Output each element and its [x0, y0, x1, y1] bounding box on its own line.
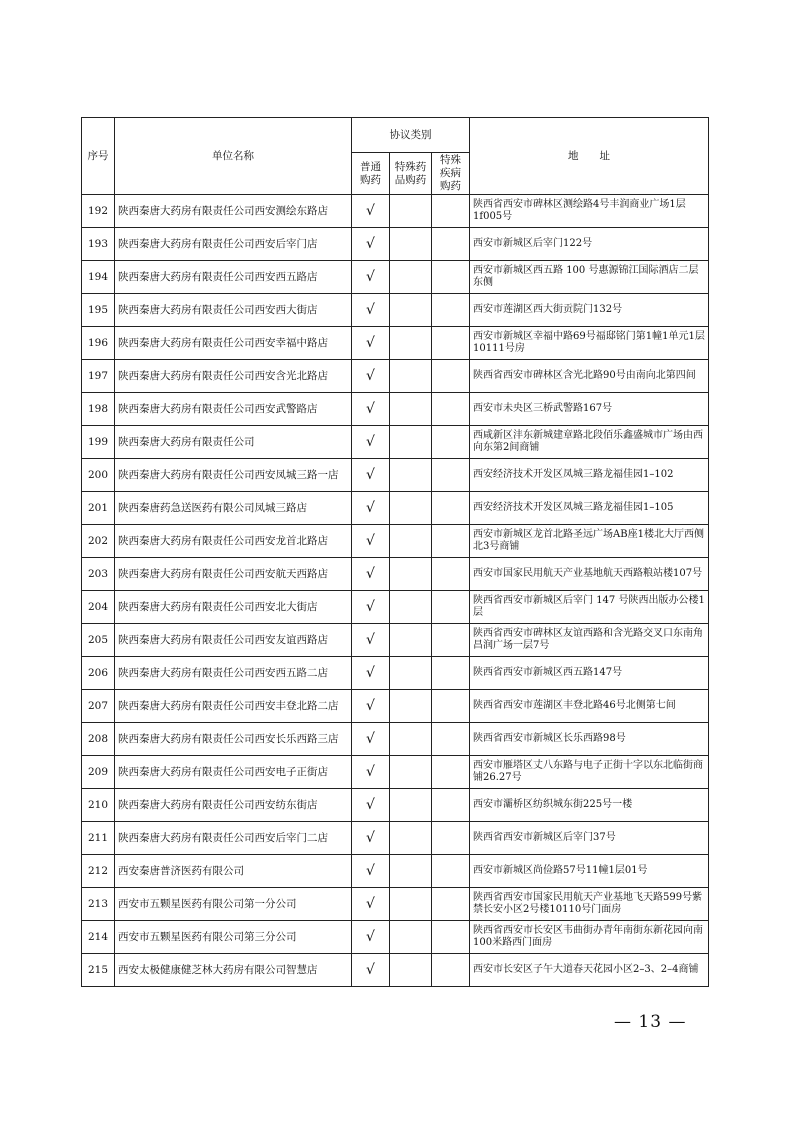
row-special-disease-check — [432, 195, 470, 228]
row-name: 陕西秦唐大药房有限责任公司西安龙首北路店 — [115, 525, 352, 558]
row-address: 陕西省西安市莲湖区丰登北路46号北侧第七间 — [470, 690, 709, 723]
row-special-disease-check — [432, 327, 470, 360]
row-general-check: √ — [352, 723, 390, 756]
row-address: 陕西省西安市新城区后宰门 147 号陕西出版办公楼1层 — [470, 591, 709, 624]
table-row — [82, 822, 709, 855]
row-special-drug-check — [390, 657, 432, 690]
row-special-drug-check — [390, 525, 432, 558]
table-row — [82, 228, 709, 261]
row-special-disease-check — [432, 558, 470, 591]
row-special-drug-check — [390, 756, 432, 789]
row-address: 西安市新城区龙首北路圣远广场AB座1楼北大厅西侧北3号商铺 — [470, 525, 709, 558]
table-row — [82, 426, 709, 459]
row-address: 陕西省西安市新城区西五路147号 — [470, 657, 709, 690]
row-name: 陕西秦唐大药房有限责任公司西安测绘东路店 — [115, 195, 352, 228]
row-special-disease-check — [432, 723, 470, 756]
row-special-disease-check — [432, 657, 470, 690]
row-general-check: √ — [352, 294, 390, 327]
table-row — [82, 855, 709, 888]
row-seq: 209 — [82, 756, 115, 789]
row-general-check: √ — [352, 591, 390, 624]
row-name: 陕西秦唐大药房有限责任公司西安武警路店 — [115, 393, 352, 426]
row-address: 西安市灞桥区纺织城东街225号一楼 — [470, 789, 709, 822]
row-special-disease-check — [432, 921, 470, 954]
row-general-check: √ — [352, 624, 390, 657]
table-row — [82, 888, 709, 921]
row-special-drug-check — [390, 492, 432, 525]
table-row — [82, 921, 709, 954]
header-name: 单位名称 — [115, 118, 352, 195]
row-special-disease-check — [432, 591, 470, 624]
row-special-drug-check — [390, 261, 432, 294]
row-special-drug-check — [390, 558, 432, 591]
table-row — [82, 954, 709, 987]
header-general: 普通购药 — [352, 153, 390, 195]
row-address: 西安经济技术开发区凤城三路龙福佳园1–102 — [470, 459, 709, 492]
table-row — [82, 624, 709, 657]
row-seq: 205 — [82, 624, 115, 657]
header-address: 地 址 — [470, 118, 709, 195]
row-special-drug-check — [390, 360, 432, 393]
row-seq: 202 — [82, 525, 115, 558]
row-special-drug-check — [390, 327, 432, 360]
row-special-drug-check — [390, 888, 432, 921]
row-general-check: √ — [352, 327, 390, 360]
row-address: 西安市长安区子午大道春天花园小区2–3、2–4商铺 — [470, 954, 709, 987]
row-address: 西安市雁塔区丈八东路与电子正街十字以东北临街商铺26.27号 — [470, 756, 709, 789]
row-special-drug-check — [390, 690, 432, 723]
row-special-drug-check — [390, 195, 432, 228]
row-address: 西安市新城区后宰门122号 — [470, 228, 709, 261]
row-address: 西安市新城区尚俭路57号11幢1层01号 — [470, 855, 709, 888]
row-special-drug-check — [390, 855, 432, 888]
row-address: 陕西省西安市碑林区含光北路90号由南向北第四间 — [470, 360, 709, 393]
row-address: 西安市国家民用航天产业基地航天西路粮站楼107号 — [470, 558, 709, 591]
table-row — [82, 690, 709, 723]
row-seq: 201 — [82, 492, 115, 525]
row-name: 陕西秦唐大药房有限责任公司西安友谊西路店 — [115, 624, 352, 657]
row-name: 陕西秦唐大药房有限责任公司西安后宰门店 — [115, 228, 352, 261]
row-seq: 196 — [82, 327, 115, 360]
row-special-disease-check — [432, 360, 470, 393]
row-special-disease-check — [432, 492, 470, 525]
row-special-disease-check — [432, 954, 470, 987]
table-row — [82, 492, 709, 525]
row-special-drug-check — [390, 954, 432, 987]
row-general-check: √ — [352, 921, 390, 954]
row-address: 西安市新城区幸福中路69号福邸铭门第1幢1单元1层10111号房 — [470, 327, 709, 360]
row-name: 西安市五颗星医药有限公司第三分公司 — [115, 921, 352, 954]
row-name: 陕西秦唐大药房有限责任公司西安西五路店 — [115, 261, 352, 294]
row-seq: 212 — [82, 855, 115, 888]
row-address: 陕西省西安市新城区长乐西路98号 — [470, 723, 709, 756]
row-special-disease-check — [432, 789, 470, 822]
row-special-drug-check — [390, 459, 432, 492]
row-seq: 211 — [82, 822, 115, 855]
row-name: 陕西秦唐药急送医药有限公司凤城三路店 — [115, 492, 352, 525]
row-name: 陕西秦唐大药房有限责任公司西安西大街店 — [115, 294, 352, 327]
row-special-disease-check — [432, 459, 470, 492]
row-general-check: √ — [352, 657, 390, 690]
row-general-check: √ — [352, 426, 390, 459]
row-name: 陕西秦唐大药房有限责任公司西安凤城三路一店 — [115, 459, 352, 492]
page-number: — 13 — — [614, 1012, 687, 1032]
row-name: 陕西秦唐大药房有限责任公司西安西五路二店 — [115, 657, 352, 690]
table-header — [82, 118, 709, 195]
row-name: 陕西秦唐大药房有限责任公司西安北大街店 — [115, 591, 352, 624]
table-row — [82, 723, 709, 756]
row-seq: 195 — [82, 294, 115, 327]
table-row — [82, 756, 709, 789]
row-address: 西安经济技术开发区凤城三路龙福佳园1–105 — [470, 492, 709, 525]
row-special-drug-check — [390, 822, 432, 855]
table-row — [82, 459, 709, 492]
table-row — [82, 195, 709, 228]
row-seq: 193 — [82, 228, 115, 261]
table-row — [82, 360, 709, 393]
row-special-disease-check — [432, 855, 470, 888]
row-name: 陕西秦唐大药房有限责任公司西安长乐西路三店 — [115, 723, 352, 756]
row-special-drug-check — [390, 789, 432, 822]
row-address: 陕西省西安市新城区后宰门37号 — [470, 822, 709, 855]
row-special-disease-check — [432, 624, 470, 657]
table-row — [82, 558, 709, 591]
row-special-disease-check — [432, 888, 470, 921]
row-general-check: √ — [352, 756, 390, 789]
row-special-drug-check — [390, 426, 432, 459]
row-special-disease-check — [432, 756, 470, 789]
row-seq: 198 — [82, 393, 115, 426]
row-general-check: √ — [352, 954, 390, 987]
row-general-check: √ — [352, 822, 390, 855]
row-special-disease-check — [432, 525, 470, 558]
row-general-check: √ — [352, 459, 390, 492]
row-general-check: √ — [352, 855, 390, 888]
row-general-check: √ — [352, 228, 390, 261]
row-seq: 208 — [82, 723, 115, 756]
row-name: 陕西秦唐大药房有限责任公司西安丰登北路二店 — [115, 690, 352, 723]
table-row — [82, 393, 709, 426]
row-special-drug-check — [390, 393, 432, 426]
row-general-check: √ — [352, 261, 390, 294]
row-special-disease-check — [432, 261, 470, 294]
row-name: 陕西秦唐大药房有限责任公司西安含光北路店 — [115, 360, 352, 393]
row-name: 陕西秦唐大药房有限责任公司西安纺东街店 — [115, 789, 352, 822]
row-name: 陕西秦唐大药房有限责任公司西安幸福中路店 — [115, 327, 352, 360]
row-general-check: √ — [352, 789, 390, 822]
row-address: 陕西省西安市碑林区测绘路4号丰润商业广场1层1f005号 — [470, 195, 709, 228]
row-address: 陕西省西安市国家民用航天产业基地飞天路599号紫禁长安小区2号楼10110号门面房 — [470, 888, 709, 921]
row-special-drug-check — [390, 921, 432, 954]
row-general-check: √ — [352, 492, 390, 525]
row-special-drug-check — [390, 294, 432, 327]
header-category: 协议类别 — [352, 118, 470, 153]
row-address: 西咸新区沣东新城建章路北段佰乐鑫盛城市广场由西向东第2间商铺 — [470, 426, 709, 459]
row-seq: 206 — [82, 657, 115, 690]
row-special-drug-check — [390, 624, 432, 657]
row-general-check: √ — [352, 393, 390, 426]
row-special-disease-check — [432, 228, 470, 261]
row-special-drug-check — [390, 228, 432, 261]
row-seq: 199 — [82, 426, 115, 459]
row-name: 西安秦唐普济医药有限公司 — [115, 855, 352, 888]
row-name: 陕西秦唐大药房有限责任公司西安航天西路店 — [115, 558, 352, 591]
table-row — [82, 789, 709, 822]
table-row — [82, 525, 709, 558]
row-general-check: √ — [352, 690, 390, 723]
row-general-check: √ — [352, 525, 390, 558]
header-seq: 序号 — [82, 118, 115, 195]
table-row — [82, 294, 709, 327]
row-seq: 207 — [82, 690, 115, 723]
row-special-disease-check — [432, 822, 470, 855]
row-seq: 194 — [82, 261, 115, 294]
row-special-disease-check — [432, 426, 470, 459]
row-seq: 210 — [82, 789, 115, 822]
row-name: 西安市五颗星医药有限公司第一分公司 — [115, 888, 352, 921]
table-row — [82, 657, 709, 690]
table-body — [82, 195, 709, 987]
row-name: 陕西秦唐大药房有限责任公司西安后宰门二店 — [115, 822, 352, 855]
table-row — [82, 327, 709, 360]
header-special-drug: 特殊药品购药 — [390, 153, 432, 195]
row-seq: 203 — [82, 558, 115, 591]
row-name: 陕西秦唐大药房有限责任公司 — [115, 426, 352, 459]
row-seq: 214 — [82, 921, 115, 954]
row-name: 陕西秦唐大药房有限责任公司西安电子正街店 — [115, 756, 352, 789]
row-address: 西安市新城区西五路 100 号惠源锦江国际酒店二层东侧 — [470, 261, 709, 294]
row-seq: 192 — [82, 195, 115, 228]
table-row — [82, 261, 709, 294]
row-seq: 200 — [82, 459, 115, 492]
row-address: 陕西省西安市碑林区友谊西路和含光路交叉口东南角昌润广场一层7号 — [470, 624, 709, 657]
row-address: 陕西省西安市长安区韦曲街办青年南街东新花园向南100米路西门面房 — [470, 921, 709, 954]
pharmacy-table — [81, 117, 709, 987]
table-row — [82, 591, 709, 624]
row-name: 西安太极健康健芝林大药房有限公司智慧店 — [115, 954, 352, 987]
row-address: 西安市未央区三桥武警路167号 — [470, 393, 709, 426]
row-general-check: √ — [352, 558, 390, 591]
row-general-check: √ — [352, 360, 390, 393]
row-seq: 215 — [82, 954, 115, 987]
row-seq: 213 — [82, 888, 115, 921]
row-special-disease-check — [432, 294, 470, 327]
row-general-check: √ — [352, 888, 390, 921]
row-seq: 204 — [82, 591, 115, 624]
row-address: 西安市莲湖区西大街贡院门132号 — [470, 294, 709, 327]
row-special-disease-check — [432, 393, 470, 426]
row-seq: 197 — [82, 360, 115, 393]
row-special-drug-check — [390, 723, 432, 756]
header-special-disease: 特殊疾病购药 — [432, 153, 470, 195]
row-special-drug-check — [390, 591, 432, 624]
row-special-disease-check — [432, 690, 470, 723]
row-general-check: √ — [352, 195, 390, 228]
